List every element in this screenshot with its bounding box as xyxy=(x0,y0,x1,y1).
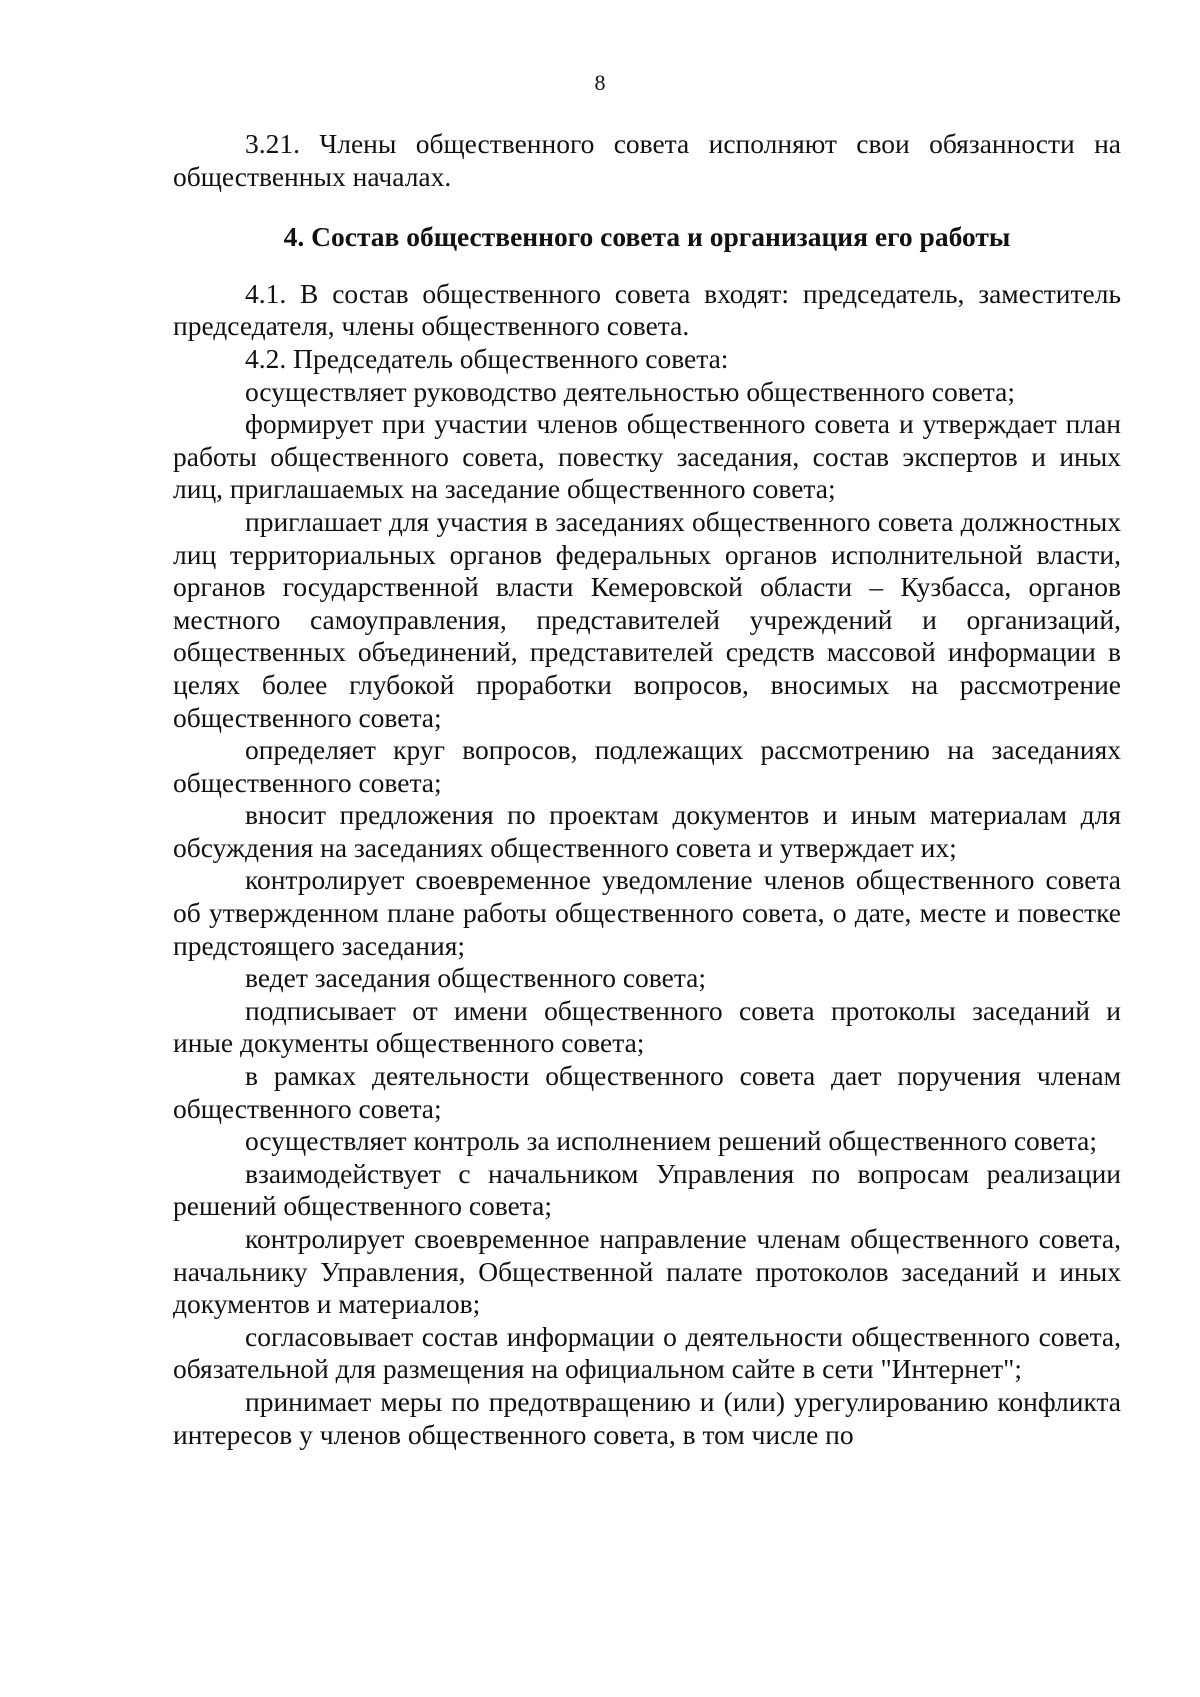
paragraph-4-1: 4.1. В состав общественного совета входят: председатель, заместитель председателя, члены общественного совета. xyxy=(173,277,1121,342)
list-item-duty: формирует при участии членов общественного совета и утверждает план работы общественного совета, повестку заседания, состав экспертов и иных лиц, приглашаемых на заседание общественного совета; xyxy=(173,408,1121,505)
list-item-duty: приглашает для участия в заседаниях общественного совета должностных лиц территориальных органов федеральных органов исполнительной власти, органов государственной власти Кемеровской области – Кузбасса, органов местного самоуправления, представителей учреждений и организаций, общественных объединений, представителей средств массовой информации в целях более глубокой проработки вопросов, вносимых на рассмотрение общественного совета; xyxy=(173,505,1121,733)
paragraph-3-21: 3.21. Члены общественного совета исполняют свои обязанности на общественных началах. xyxy=(173,128,1121,192)
list-item-duty: ведет заседания общественного совета; xyxy=(245,962,707,994)
list-item-duty: подписывает от имени общественного совета протоколы заседаний и иные документы общественного совета; xyxy=(173,994,1121,1059)
list-item-duty: осуществляет руководство деятельностью общественного совета; xyxy=(245,375,1015,407)
paragraph-4-2: 4.2. Председатель общественного совета: xyxy=(245,342,729,374)
list-item-duty: в рамках деятельности общественного совета дает поручения членам общественного совета; xyxy=(173,1060,1121,1124)
list-item-duty: осуществляет контроль за исполнением решений общественного совета; xyxy=(245,1125,1098,1157)
section-heading: 4. Состав общественного совета и организация его работы xyxy=(283,221,1011,253)
list-item-duty: контролирует своевременное направление членам общественного совета, начальнику Управления, Общественной палате протоколов заседаний и иных документов и материалов; xyxy=(173,1223,1121,1320)
list-item-duty: определяет круг вопросов, подлежащих рассмотрению на заседаниях общественного совета; xyxy=(173,734,1121,798)
list-item-duty: взаимодействует с начальником Управления по вопросам реализации решений общественного совета; xyxy=(173,1157,1121,1222)
document-body xyxy=(173,128,1121,1451)
page-number: 8 xyxy=(594,70,606,95)
list-item-duty: контролирует своевременное уведомление членов общественного совета об утвержденном плане работы общественного совета, о дате, месте и повестке предстоящего заседания; xyxy=(173,864,1121,961)
list-item-duty: принимает меры по предотвращению и (или) урегулированию конфликта интересов у членов общественного совета, в том числе по xyxy=(173,1385,1121,1450)
list-item-duty: вносит предложения по проектам документов и иным материалам для обсуждения на заседаниях общественного совета и утверждает их; xyxy=(173,799,1121,863)
list-item-duty: согласовывает состав информации о деятельности общественного совета, обязательной для размещения на официальном сайте в сети "Интернет"; xyxy=(173,1320,1121,1385)
